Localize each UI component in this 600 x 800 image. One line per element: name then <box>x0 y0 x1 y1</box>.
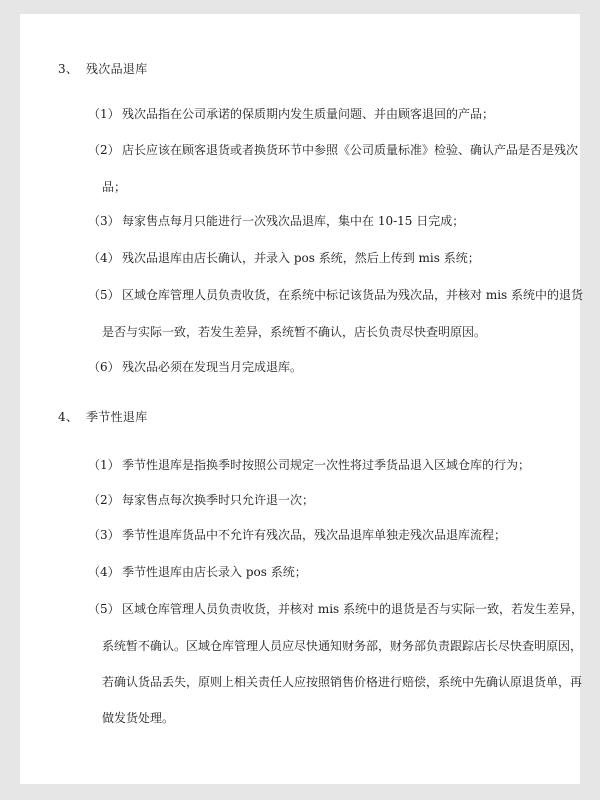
list-item-continuation <box>102 663 583 701</box>
section-title: 季节性退库 <box>86 410 148 424</box>
list-item-continuation <box>102 313 562 351</box>
item-text: 季节性退库由店长录入 pos 系统； <box>122 565 307 579</box>
item-text: 品； <box>102 180 127 194</box>
section-number: 3、 <box>58 62 79 76</box>
section-number: 4、 <box>58 410 79 424</box>
item-number: （1） <box>88 107 120 121</box>
item-text: 每家售点每次换季时只允许退一次； <box>122 493 315 507</box>
item-number: （4） <box>88 251 120 265</box>
section-heading-4 <box>58 408 148 425</box>
document-page <box>20 14 584 784</box>
list-item <box>88 95 548 133</box>
list-item <box>88 276 584 314</box>
list-item <box>88 239 548 277</box>
list-item <box>88 202 548 240</box>
list-item <box>88 131 579 169</box>
item-text: 店长应该在顾客退货或者换货环节中参照《公司质量标准》检验、确认产品是否是残次 <box>122 143 579 157</box>
item-text: 残次品指在公司承诺的保质期内发生质量问题、并由顾客退回的产品； <box>122 107 495 121</box>
section-title: 残次品退库 <box>86 62 148 76</box>
item-number: （3） <box>88 528 120 542</box>
list-item <box>88 446 548 484</box>
list-item <box>88 481 548 519</box>
item-number: （1） <box>88 458 120 472</box>
list-item-continuation <box>102 627 583 665</box>
item-number: （2） <box>88 143 120 157</box>
item-text: 残次品必须在发现当月完成退库。 <box>122 360 303 374</box>
list-item <box>88 590 584 628</box>
list-item-continuation <box>102 168 562 206</box>
item-text: 做发货处理。 <box>102 711 175 725</box>
item-number: （2） <box>88 493 120 507</box>
item-number: （4） <box>88 565 120 579</box>
item-number: （3） <box>88 214 120 228</box>
list-item-continuation <box>102 699 562 737</box>
list-item <box>88 516 548 554</box>
section-heading-3 <box>58 60 148 77</box>
list-item <box>88 348 548 386</box>
item-number: （5） <box>88 288 120 302</box>
item-text: 季节性退库货品中不允许有残次品，残次品退库单独走残次品退库流程； <box>122 528 507 542</box>
item-text: 季节性退库是指换季时按照公司规定一次性将过季货品退入区域仓库的行为； <box>122 458 531 472</box>
item-text: 区域仓库管理人员负责收货，在系统中标记该货品为残次品，并核对 mis 系统中的退货 <box>122 288 584 302</box>
item-text: 若确认货品丢失，原则上相关责任人应按照销售价格进行赔偿，系统中先确认原退货单，再 <box>102 675 583 689</box>
item-text: 系统暂不确认。区域仓库管理人员应尽快通知财务部，财务部负责跟踪店长尽快查明原因， <box>102 639 583 653</box>
item-number: （5） <box>88 602 120 616</box>
list-item <box>88 553 548 591</box>
item-number: （6） <box>88 360 120 374</box>
item-text: 残次品退库由店长确认，并录入 pos 系统，然后上传到 mis 系统； <box>122 251 480 265</box>
item-text: 区域仓库管理人员负责收货，并核对 mis 系统中的退货是否与实际一致，若发生差异， <box>122 602 584 616</box>
item-text: 每家售点每月只能进行一次残次品退库，集中在 10-15 日完成； <box>122 214 465 228</box>
item-text: 是否与实际一致，若发生差异，系统暂不确认，店长负责尽快查明原因。 <box>102 325 487 339</box>
